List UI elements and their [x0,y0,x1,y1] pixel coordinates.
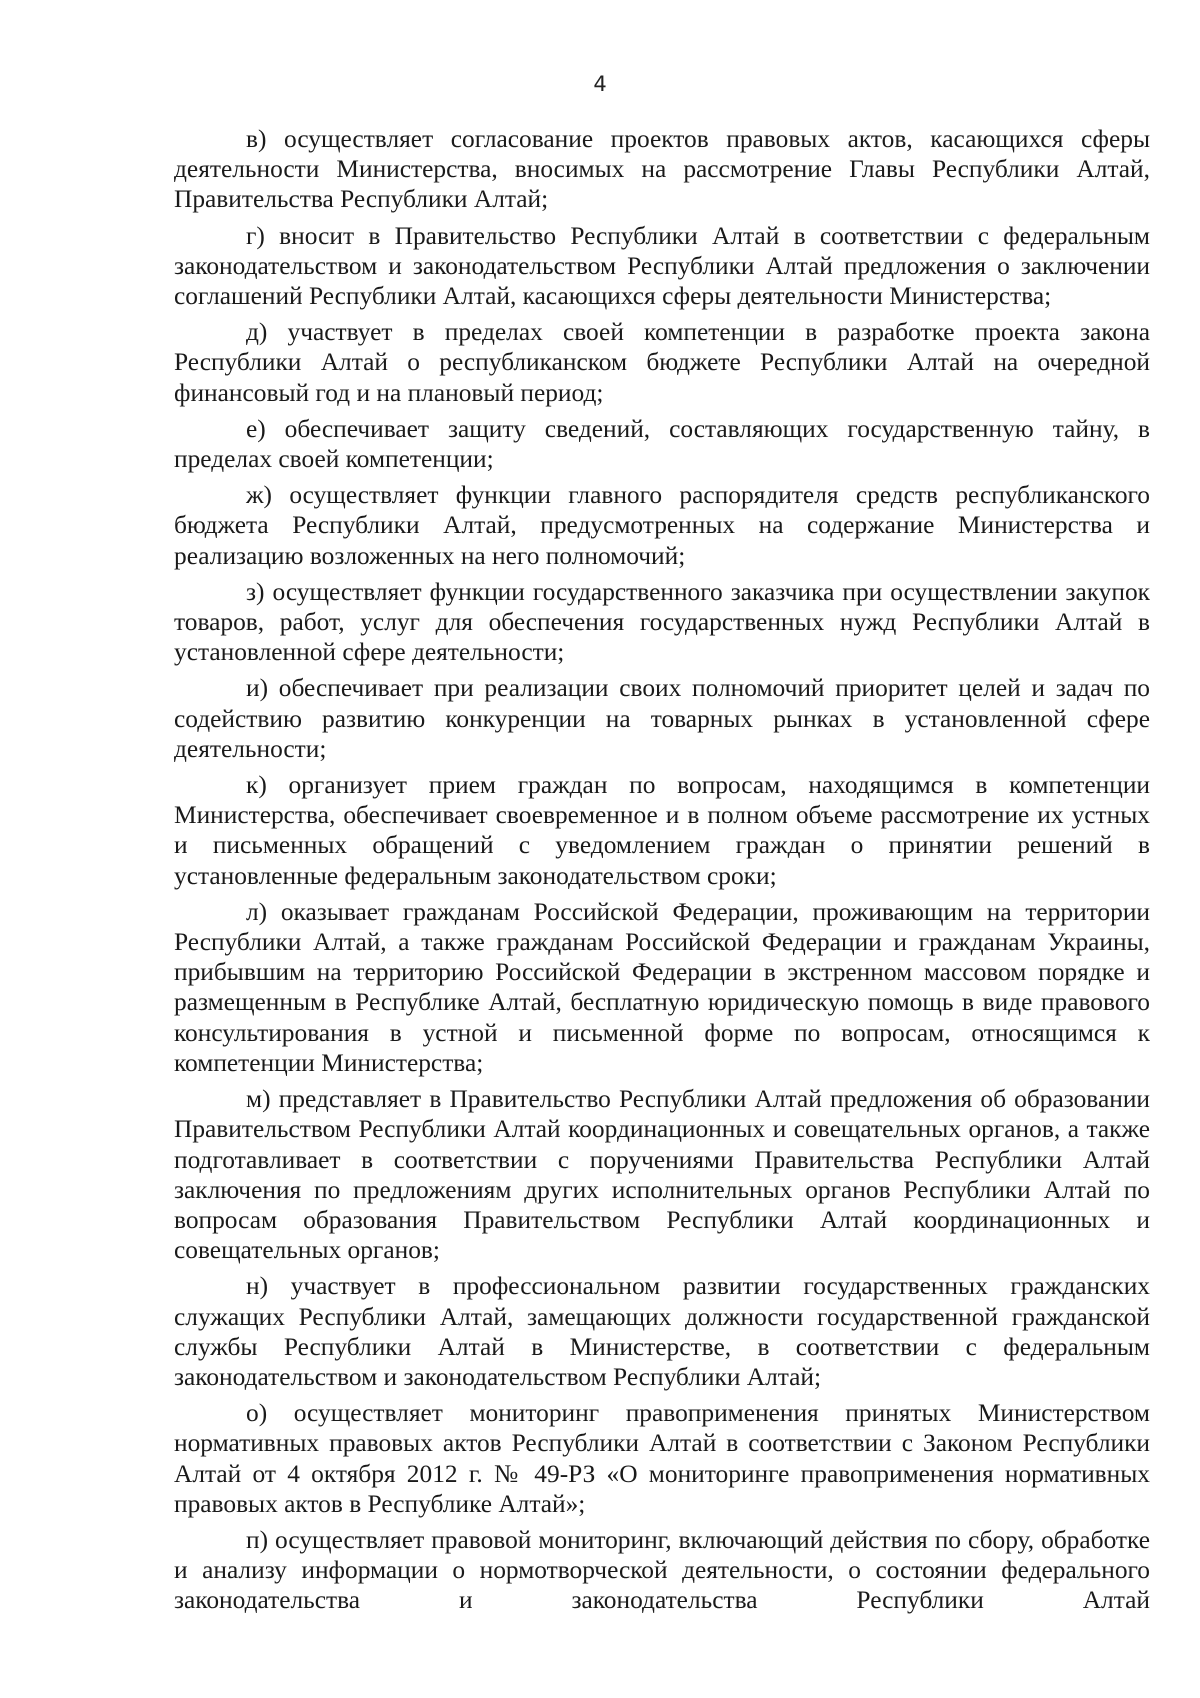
paragraph-g: г) вносит в Правительство Республики Алтай в соответствии с федеральным законодательством и законодательством Республики Алтай предложения о заключении соглашений Республики Алтай, касающихся сферы деятельности Министерства; [174,221,1150,311]
paragraph-l: л) оказывает гражданам Российской Федерации, проживающим на территории Республики Алтай, а также гражданам Российской Федерации и гражданам Украины, прибывшим на территорию Российской Федерации в экстренном массовом порядке и размещенным в Республике Алтай, бесплатную юридическую помощь в виде правового консультирования в устной и письменной форме по вопросам, относящимся к компетенции Министерства; [174,897,1150,1077]
document-body [174,124,1150,1616]
paragraph-i: и) обеспечивает при реализации своих полномочий приоритет целей и задач по содействию развитию конкуренции на товарных рынках в установленной сфере деятельности; [174,674,1150,763]
paragraph-m: м) представляет в Правительство Республики Алтай предложения об образовании Правительством Республики Алтай координационных и совещательных органов, а также подготавливает в соответствии с поручениями Правительства Республики Алтай заключения по предложениям других исполнительных органов Республики Алтай по вопросам образования Правительством Республики Алтай координационных и совещательных органов; [174,1085,1150,1265]
paragraph-e: е) обеспечивает защиту сведений, составляющих государственную тайну, в пределах своей компетенции; [174,414,1150,474]
paragraph-v: в) осуществляет согласование проектов правовых актов, касающихся сферы деятельности Министерства, вносимых на рассмотрение Главы Республики Алтай, Правительства Республики Алтай; [174,125,1150,214]
paragraph-d: д) участвует в пределах своей компетенции в разработке проекта закона Республики Алтай о республиканском бюджете Республики Алтай на очередной финансовый год и на плановый период; [174,318,1150,407]
paragraph-k: к) организует прием граждан по вопросам, находящимся в компетенции Министерства, обеспечивает своевременное и в полном объеме рассмотрение их устных и письменных обращений с уведомлением граждан о принятии решений в установленные федеральным законодательством сроки; [174,771,1150,890]
paragraph-zh: ж) осуществляет функции главного распорядителя средств республиканского бюджета Республики Алтай, предусмотренных на содержание Министерства и реализацию возложенных на него полномочий; [174,481,1150,570]
page-number: 4 [593,72,607,96]
paragraph-n: н) участвует в профессиональном развитии государственных гражданских служащих Республики Алтай, замещающих должности государственной гражданской службы Республики Алтай в Министерстве, в соответствии с федеральным законодательством и законодательством Республики Алтай; [174,1272,1150,1391]
paragraph-z: з) осуществляет функции государственного заказчика при осуществлении закупок товаров, работ, услуг для обеспечения государственных нужд Республики Алтай в установленной сфере деятельности; [174,577,1150,667]
paragraph-o: о) осуществляет мониторинг правоприменения принятых Министерством нормативных правовых актов Республики Алтай в соответствии с Законом Республики Алтай от 4 октября 2012 г. № 49-РЗ «О мониторинге правоприменения нормативных правовых актов в Республике Алтай»; [174,1399,1150,1518]
paragraph-p: п) осуществляет правовой мониторинг, включающий действия по сбору, обработке и анализу информации о нормотворческой деятельности, о состоянии федерального законодательства и законодательства Республики Алтай [174,1525,1150,1615]
